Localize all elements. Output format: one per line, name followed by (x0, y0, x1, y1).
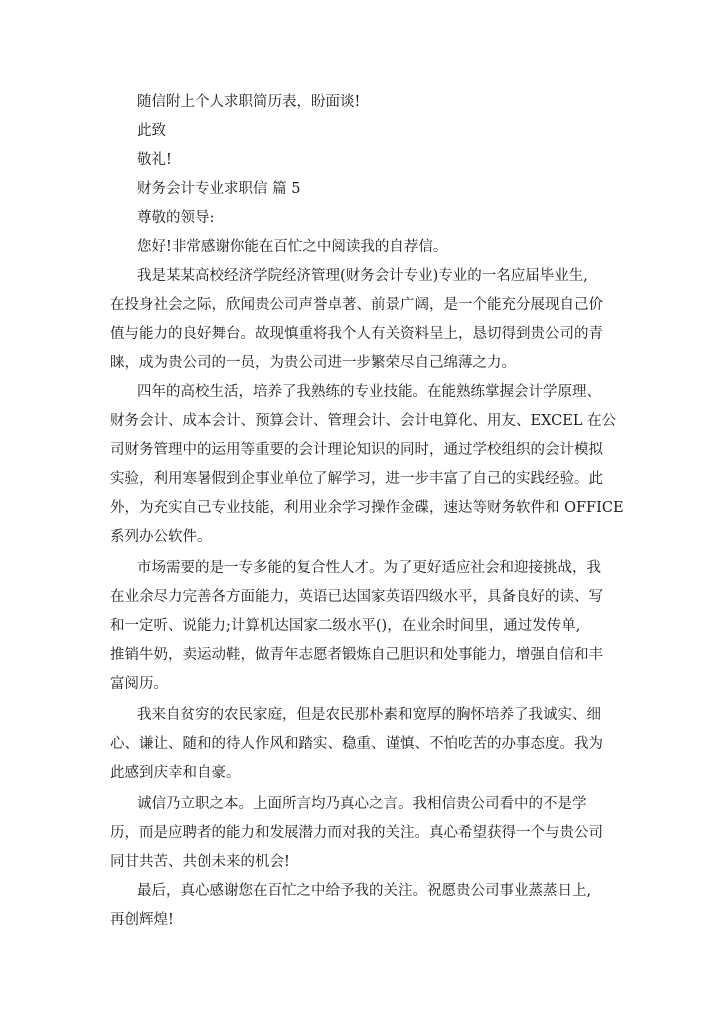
salutation-close: 此致 (137, 123, 166, 139)
paragraph-line: 同甘共苦、共创未来的机会! (110, 854, 290, 870)
paragraph-line: 实验，利用寒暑假到企事业单位了解学习，进一步丰富了自己的实践经验。此 (110, 471, 603, 487)
paragraph-line: 睐，成为贵公司的一员，为贵公司进一步繁荣尽自己绵薄之力。 (110, 355, 516, 371)
paragraph-line: 和一定听、说能力;计算机达国家二级水平()，在业余时间里，通过发传单, (110, 618, 581, 634)
paragraph-abilities (110, 554, 607, 699)
paragraph-line: 我来自贫穷的农民家庭，但是农民那朴素和宽厚的胸怀培养了我诚实、细 (137, 707, 601, 723)
paragraph-line: 富阅历。 (110, 676, 168, 692)
paragraph-line: 四年的高校生活，培养了我熟练的专业技能。在能熟练掌握会计学原理、 (137, 384, 601, 400)
paragraph-line: 推销牛奶，卖运动鞋，做青年志愿者锻炼自己胆识和处事能力，增强自信和丰 (110, 647, 603, 663)
letter-body (110, 88, 624, 935)
salutation-regards: 敬礼! (137, 152, 172, 168)
paragraph-line: 历，而是应聘者的能力和发展潜力而对我的关注。真心希望获得一个与贵公司 (110, 825, 603, 841)
paragraph-line: 最后，真心感谢您在百忙之中给予我的关注。祝愿贵公司事业蒸蒸日上, (137, 883, 592, 899)
paragraph-integrity (110, 790, 607, 877)
paragraph-line: 在投身社会之际，欣闻贵公司声誉卓著、前景广阔，是一个能充分展现自己价 (110, 297, 603, 313)
paragraph-skills (110, 378, 624, 552)
paragraph-line: 诚信乃立职之本。上面所言均乃真心之言。我相信贵公司看中的不是学 (137, 796, 587, 812)
paragraph-line: 值与能力的良好舞台。故现慎重将我个人有关资料呈上，恳切得到贵公司的青 (110, 326, 603, 342)
paragraph-introduction (110, 262, 607, 378)
paragraph-line: 系列办公软件。 (110, 529, 212, 545)
paragraph-line: 市场需要的是一专多能的复合性人才。为了更好适应社会和迎接挑战，我 (137, 560, 601, 576)
paragraph-line: 外，为充实自己专业技能，利用业余学习操作金碟，速达等财务软件和 OFFICE (110, 500, 624, 516)
paragraph-line: 心、谦让、随和的待人作风和踏实、稳重、谨慎、不怕吃苦的办事态度。我为 (110, 736, 603, 752)
paragraph-line: 财务会计、成本会计、预算会计、管理会计、会计电算化、用友、EXCEL 在公 (110, 413, 617, 429)
closing-note: 随信附上个人求职简历表，盼面谈! (137, 94, 361, 110)
paragraph-line: 在业余尽力完善各方面能力，英语已达国家英语四级水平，具备良好的读、写 (110, 589, 603, 605)
paragraph-background (110, 701, 607, 788)
paragraph-closing (110, 877, 607, 935)
opening-line: 您好!非常感谢你能在百忙之中阅读我的自荐信。 (137, 239, 448, 255)
paragraph-line: 再创辉煌! (110, 912, 174, 928)
greeting: 尊敬的领导: (137, 210, 215, 226)
paragraph-line: 我是某某高校经济学院经济管理(财务会计专业)专业的一名应届毕业生, (137, 268, 588, 284)
paragraph-line: 司财务管理中的运用等重要的会计理论知识的同时，通过学校组织的会计模拟 (110, 442, 603, 458)
section-heading: 财务会计专业求职信 篇 5 (137, 181, 301, 197)
paragraph-line: 此感到庆幸和自豪。 (110, 765, 241, 781)
